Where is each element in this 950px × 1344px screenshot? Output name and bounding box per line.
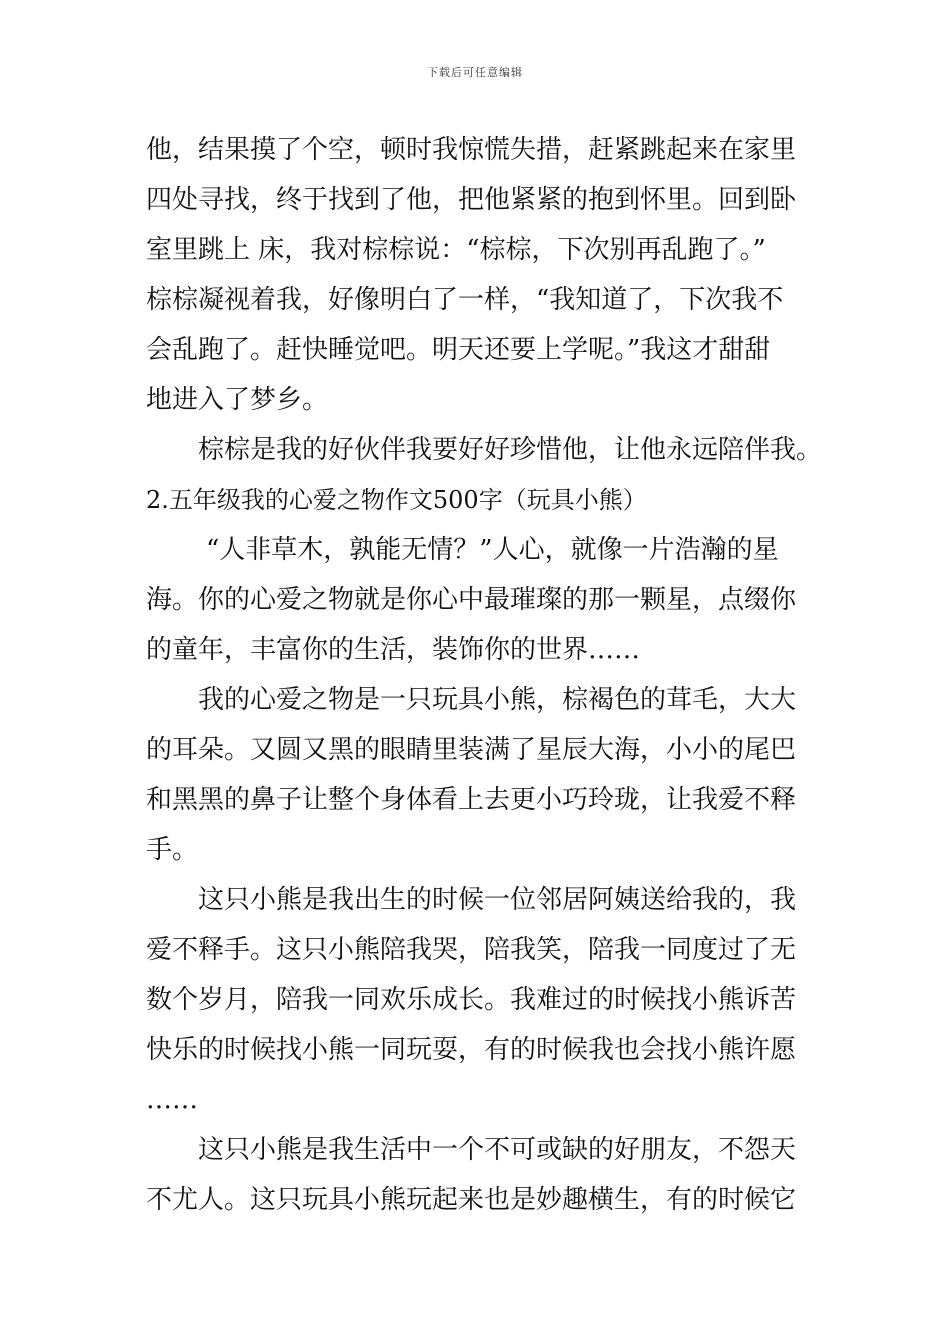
text-line: 的童年，丰富你的生活，装饰你的世界……: [146, 635, 641, 665]
text-line: 棕棕凝视着我，好像明白了一样，“我知道了，下次我不: [146, 285, 784, 315]
text-line: 四处寻找，终于找到了他，把他紧紧的抱到怀里。回到卧: [146, 185, 797, 215]
text-line: 不尤人。这只玩具小熊玩起来也是妙趣横生，有的时候它: [146, 1185, 797, 1215]
text-line: 数个岁月，陪我一同欢乐成长。我难过的时候找小熊诉苦: [146, 985, 797, 1015]
text-line: ……: [146, 1085, 198, 1115]
text-line: 海。你的心爱之物就是你心中最璀璨的那一颗星，点缀你: [146, 585, 797, 615]
text-line: 和黑黑的鼻子让整个身体看上去更小巧玲珑，让我爱不释: [146, 785, 797, 815]
paragraph-start-line: 这只小熊是我出生的时候一位邻居阿姨送给我的，我: [198, 885, 797, 915]
paragraph-start-line: 我的心爱之物是一只玩具小熊，棕褐色的茸毛，大大: [198, 685, 797, 715]
text-line: 地进入了梦乡。: [146, 385, 329, 415]
document-body: [146, 125, 823, 1225]
text-line: 手。: [146, 835, 199, 865]
text-line: 的耳朵。又圆又黑的眼睛里装满了星辰大海，小小的尾巴: [146, 735, 797, 765]
text-line: 室里跳上 床，我对棕棕说：“棕棕，下次别再乱跑了。”: [146, 235, 766, 265]
text-line: 爱不释手。这只小熊陪我哭，陪我笑，陪我一同度过了无: [146, 935, 797, 965]
text-line: 快乐的时候找小熊一同玩耍，有的时候我也会找小熊许愿: [146, 1035, 797, 1065]
page-header: 下载后可任意编辑: [427, 66, 523, 79]
paragraph-start-line: 棕棕是我的好伙伴我要好好珍惜他，让他永远陪伴我。: [198, 435, 823, 465]
quote-line: “人非草木，孰能无情？”人心，就像一片浩瀚的星: [206, 535, 779, 565]
text-line: 会乱跑了。赶快睡觉吧。明天还要上学呢。”我这才甜甜: [146, 335, 771, 365]
text-line: 他，结果摸了个空，顿时我惊慌失措，赶紧跳起来在家里: [146, 135, 797, 165]
paragraph-start-line: 这只小熊是我生活中一个不可或缺的好朋友，不怨天: [198, 1135, 797, 1165]
section-heading: 2.五年级我的心爱之物作文500字（玩具小熊）: [146, 486, 647, 514]
